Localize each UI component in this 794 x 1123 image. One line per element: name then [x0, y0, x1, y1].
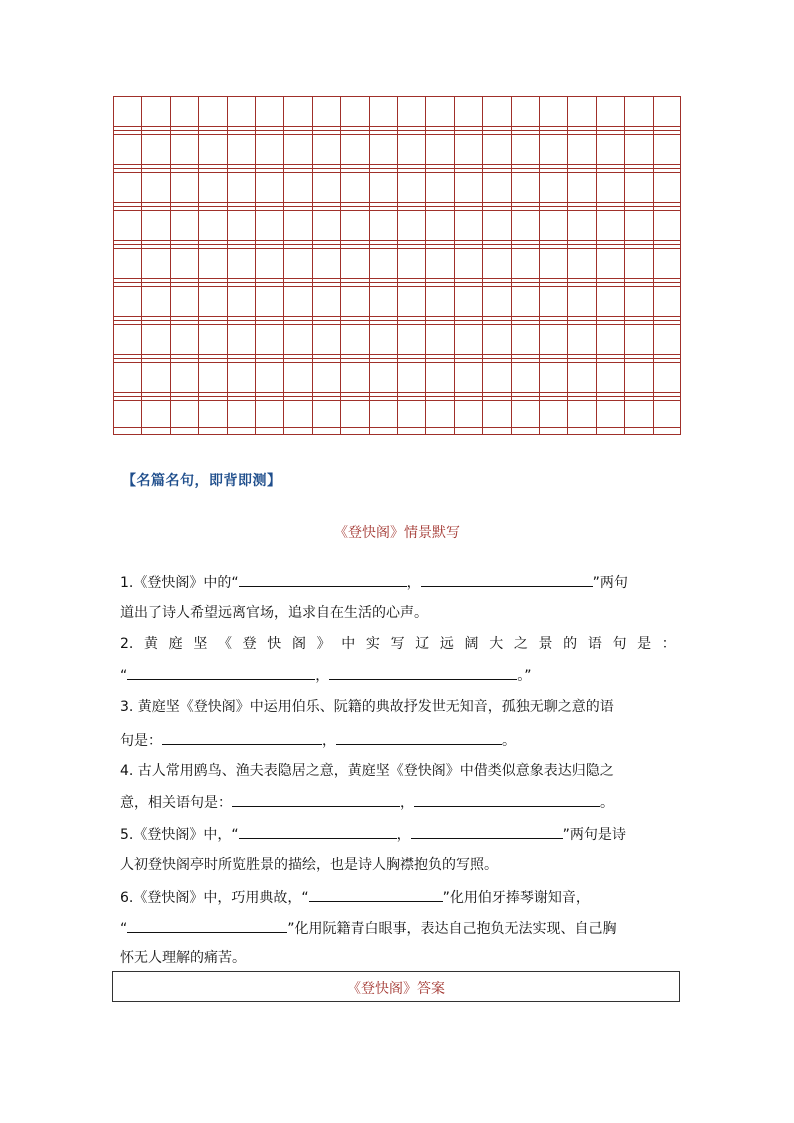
- q2-char: 黄: [144, 636, 159, 652]
- exercise-title: 《登快阁》情景默写: [334, 525, 460, 541]
- q2-char: 《: [217, 636, 232, 652]
- q6-blank-1[interactable]: [309, 887, 443, 902]
- q4-sep: ，: [400, 795, 414, 811]
- question-2-line2: [120, 665, 676, 686]
- question-5-line2: 人初登快阁亭时所览胜景的描绘，也是诗人胸襟抱负的写照。: [120, 857, 498, 873]
- q2-char: 句: [612, 636, 627, 652]
- writing-grid: [113, 96, 681, 434]
- q2-char: 阔: [464, 636, 479, 652]
- question-6-line2: [120, 918, 676, 939]
- q2-char: 的: [563, 636, 578, 652]
- q2-char: 景: [538, 636, 553, 652]
- q2-char: 登: [242, 636, 257, 652]
- q5-tail: ”两句是诗: [562, 827, 626, 843]
- q5-blank-2[interactable]: [411, 824, 563, 839]
- grid-line: [567, 96, 568, 434]
- grid-line: [340, 96, 341, 434]
- question-1-line2: 道出了诗人希望远离官场，追求自在生活的心声。: [120, 605, 428, 621]
- question-6-line1: [120, 887, 676, 908]
- q2-char: 》: [316, 636, 331, 652]
- q2-char: 远: [439, 636, 454, 652]
- q2-blank-2[interactable]: [329, 665, 517, 680]
- q3-tail: 。: [502, 733, 516, 749]
- answer-title: 《登快阁》答案: [347, 981, 445, 997]
- question-4-line1: 4. 古人常用鸥鸟、渔夫表隐居之意，黄庭坚《登快阁》中借类似意象表达归隐之: [120, 763, 614, 779]
- section-heading: 【名篇名句，即背即测】: [122, 473, 282, 489]
- grid-line: [397, 96, 398, 434]
- q2-char: 庭: [168, 636, 183, 652]
- grid-line: [482, 96, 483, 434]
- q3-sep: ，: [322, 733, 336, 749]
- q2-char: 快: [267, 636, 282, 652]
- q5-blank-1[interactable]: [239, 824, 397, 839]
- q1-blank-2[interactable]: [421, 572, 593, 587]
- grid-line: [227, 96, 228, 434]
- question-3-line2: [120, 730, 676, 751]
- grid-line: [369, 96, 370, 434]
- question-4-line2: [120, 792, 676, 813]
- grid-line: [624, 96, 625, 434]
- grid-line: [198, 96, 199, 434]
- q2-tail: 。”: [517, 668, 532, 684]
- grid-line: [255, 96, 256, 434]
- q1-lead: 1.《登快阁》中的“: [120, 575, 239, 591]
- answer-box: [112, 971, 680, 1002]
- question-5-line1: [120, 824, 676, 845]
- q1-sep: ，: [406, 575, 421, 591]
- grid-line: [312, 96, 313, 434]
- q4-blank-1[interactable]: [232, 792, 400, 807]
- q2-char: 之: [513, 636, 528, 652]
- q2-char: 阁: [291, 636, 306, 652]
- grid-line: [170, 96, 171, 434]
- grid-line: [113, 96, 114, 434]
- q2-char: 2.: [120, 636, 134, 652]
- q2-char: 写: [390, 636, 405, 652]
- q1-blank-1[interactable]: [239, 572, 407, 587]
- q3-lead: 句是：: [120, 733, 162, 749]
- q6-tail2: ”化用阮籍青白眼事，表达自己抱负无法实现、自己胸: [287, 921, 617, 937]
- grid-line: [113, 434, 681, 435]
- q2-char: 中: [341, 636, 356, 652]
- q2-char: 语: [587, 636, 602, 652]
- grid-line: [425, 96, 426, 434]
- grid-line: [596, 96, 597, 434]
- q1-tail: ”两句: [592, 575, 628, 591]
- q6-blank-2[interactable]: [127, 918, 287, 933]
- q2-char: 坚: [193, 636, 208, 652]
- q2-char: 大: [489, 636, 504, 652]
- grid-line: [454, 96, 455, 434]
- question-6-line3: 怀无人理解的痛苦。: [120, 950, 246, 966]
- q6-open2: “: [120, 921, 128, 937]
- q2-blank-1[interactable]: [127, 665, 315, 680]
- q2-sep: ，: [315, 668, 330, 684]
- q4-tail: 。: [600, 795, 614, 811]
- q5-lead: 5.《登快阁》中，“: [120, 827, 239, 843]
- question-2-line1: [120, 634, 676, 654]
- q6-lead: 6.《登快阁》中，巧用典故，“: [120, 890, 309, 906]
- grid-line: [539, 96, 540, 434]
- question-1: [120, 572, 676, 593]
- q2-char: 辽: [415, 636, 430, 652]
- grid-line: [283, 96, 284, 434]
- grid-line: [680, 96, 681, 434]
- q6-tail: ”化用伯牙捧琴谢知音，: [442, 890, 590, 906]
- q2-char: ：: [661, 636, 676, 652]
- q3-blank-1[interactable]: [162, 730, 322, 745]
- grid-line: [511, 96, 512, 434]
- q2-char: 实: [365, 636, 380, 652]
- q3-blank-2[interactable]: [336, 730, 502, 745]
- q2-open: “: [120, 668, 128, 684]
- q4-blank-2[interactable]: [414, 792, 600, 807]
- grid-line: [141, 96, 142, 434]
- q2-char: 是: [637, 636, 652, 652]
- question-3-line1: 3. 黄庭坚《登快阁》中运用伯乐、阮籍的典故抒发世无知音，孤独无聊之意的语: [120, 699, 614, 715]
- q5-sep: ，: [396, 827, 411, 843]
- q4-lead: 意，相关语句是：: [120, 795, 232, 811]
- grid-line: [653, 96, 654, 434]
